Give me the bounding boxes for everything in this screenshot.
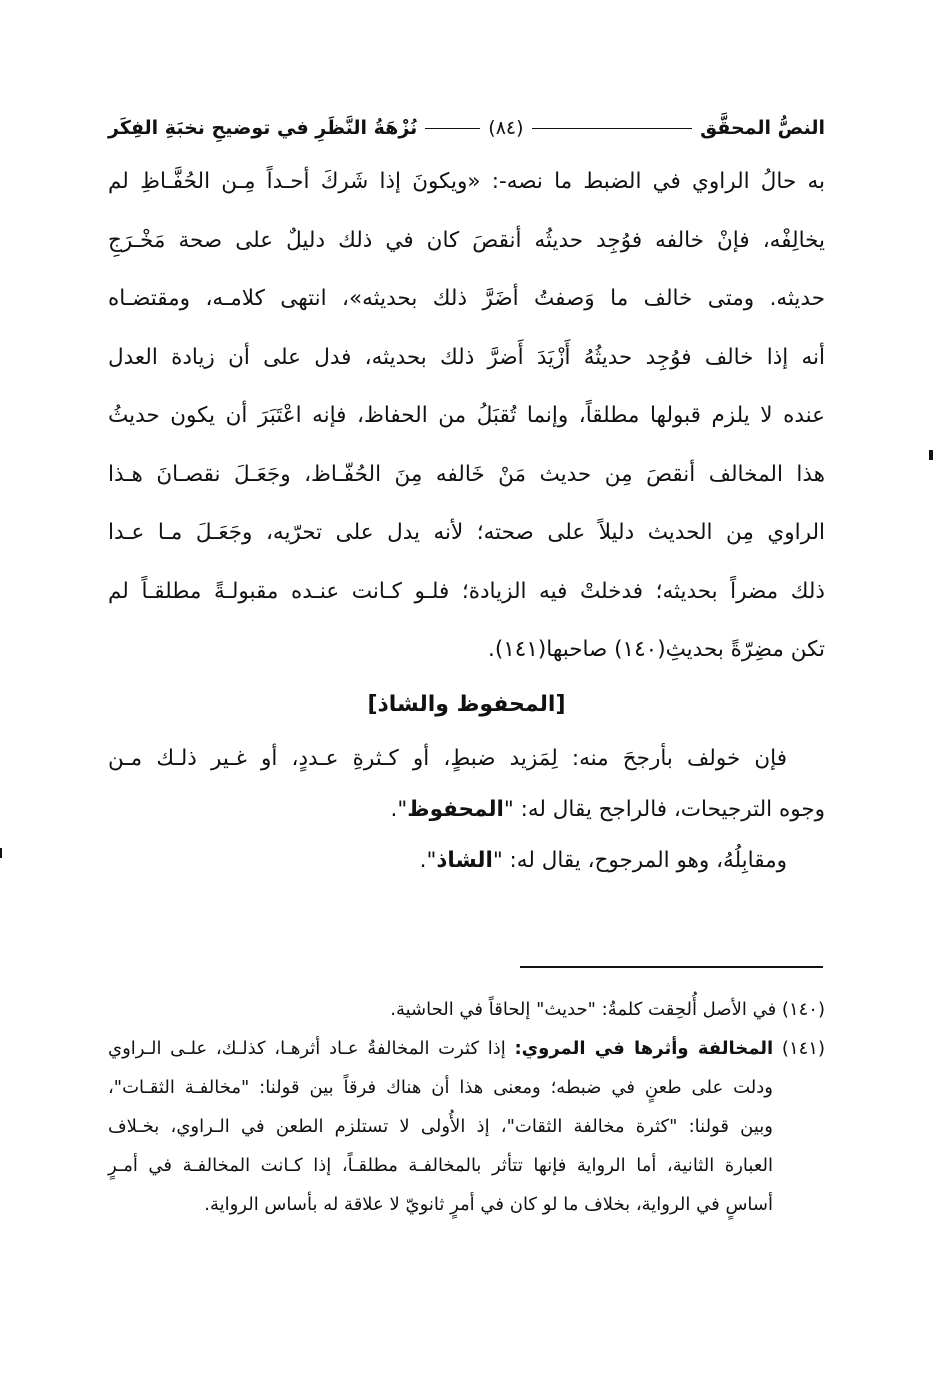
text-line: الراوي مِن الحديث دليلاً على صحته؛ لأنه يدل على تحرّيه، وجَعَـلَ مـا عـدا — [108, 520, 825, 545]
footnote-line: ودلت على طعنٍ في ضبطه؛ ومعنى هذا أن هناك فرقاً بين قولنا: "مخالفـة الثقـات"، — [108, 1077, 773, 1098]
text-run: ومقابِلُهُ، وهو المرجوح، يقال له: " — [492, 848, 787, 873]
text-line: حديثه. ومتى خالف ما وَصفتُ أضَرَّ ذلك بحديثه»، انتهى كلامـه، ومقتضـاه — [108, 286, 825, 311]
footnote-text: في الأصل أُلحِقت كلمةُ: "حديث" إلحاقاً في الحاشية. — [390, 999, 777, 1020]
text-run: ". — [419, 848, 437, 873]
footnote-line: العبارة الثانية، أما الرواية فإنها تتأثر بالمخالفـة مطلقـاً، إذا كـانت المخالفـة في أمـرٍ — [108, 1155, 773, 1176]
main-paragraph — [108, 153, 825, 680]
text-line: أنه إذا خالف فوُجِد حديثُهُ أَزْيَدَ أَضرَّ ذلك بحديثه، فدل على أن زيادة العدل — [108, 344, 825, 370]
footnote-line: أساسٍ في الرواية، بخلاف ما لو كان في أمرٍ ثانويّ لا علاقة له بأساس الرواية. — [204, 1194, 773, 1215]
text-line: ذلك مضراً بحديثه؛ فدخلتْ فيه الزيادة؛ فلـو كـانت عنـده مقبولـةً مطلقـاً لم — [108, 578, 825, 604]
footnotes — [108, 990, 825, 1224]
text-line: هذا المخالف أنقصَ مِن حديث مَنْ خَالفه مِنَ الحُفّـاظ، وجَعَـلَ نقصـانَ هـذا — [108, 461, 825, 487]
term-shadh: الشاذ — [436, 848, 493, 873]
section-heading: [المحفوظ والشاذ] — [367, 692, 566, 717]
text-line: به حالُ الراوي في الضبط ما نصه-: «ويكونَ إذا شَركَ أحـداً مِـن الحُفَّـاظِ لم — [108, 169, 825, 194]
page-number: (٨٤) — [488, 117, 524, 139]
header-rule-left — [425, 128, 480, 129]
text-line: يخالِفْه، فإنْ خالفه فوُجِد حديثُه أنقصَ كان في ذلك دليلٌ على صحة مَخْـرَجِ — [108, 227, 825, 253]
header-right-title: النصُّ المحقَّق — [700, 117, 825, 139]
footnote-141 — [108, 1029, 825, 1068]
footnote-number: (١٤٠) — [781, 999, 825, 1020]
text-line — [108, 784, 825, 835]
running-header — [108, 108, 825, 148]
text-run: وجوه الترجيحات، فالراجح يقال له: " — [503, 797, 825, 822]
text-line: تكن مضِرّةً بحديثِ(١٤٠) صاحبها(١٤١). — [487, 637, 825, 662]
footnote-140 — [108, 990, 825, 1029]
text-line: فإن خولف بأرجحَ منه: لِمَزيد ضبطٍ، أو كـثرةِ عـددٍ، أو غـير ذلـك مـن — [108, 746, 787, 771]
header-left-title: نُزْهَةُ النَّظَرِ في توضيحِ نخبَةِ الفِكَر — [108, 117, 418, 139]
second-paragraph — [108, 733, 825, 886]
footnote-number: (١٤١) — [781, 1038, 825, 1059]
text-run: ". — [390, 797, 408, 822]
scan-mark — [0, 848, 2, 858]
footnote-line: وبين قولنا: "كثرة مخالفة الثقات"، إذ الأُولى لا تستلزم الطعن في الـراوي، بخـلاف — [108, 1116, 773, 1137]
header-rule-right — [532, 128, 693, 129]
footnote-separator — [520, 966, 823, 968]
footnote-text: إذا كثرت المخالفةُ عـاد أثرهـا، كذلـك، علـى الـراوي — [108, 1038, 506, 1059]
text-line: عنده لا يلزم قبولها مطلقاً، وإنما تُقبَلُ من الحفاظ، فإنه اعْتَبَرَ أن يكون حديثُ — [108, 403, 825, 428]
term-mahfuz: المحفوظ — [407, 797, 504, 822]
footnote-bold-term: المخالفة وأثرها في المروي: — [514, 1038, 774, 1059]
scan-mark — [929, 450, 933, 460]
text-line — [108, 835, 825, 886]
